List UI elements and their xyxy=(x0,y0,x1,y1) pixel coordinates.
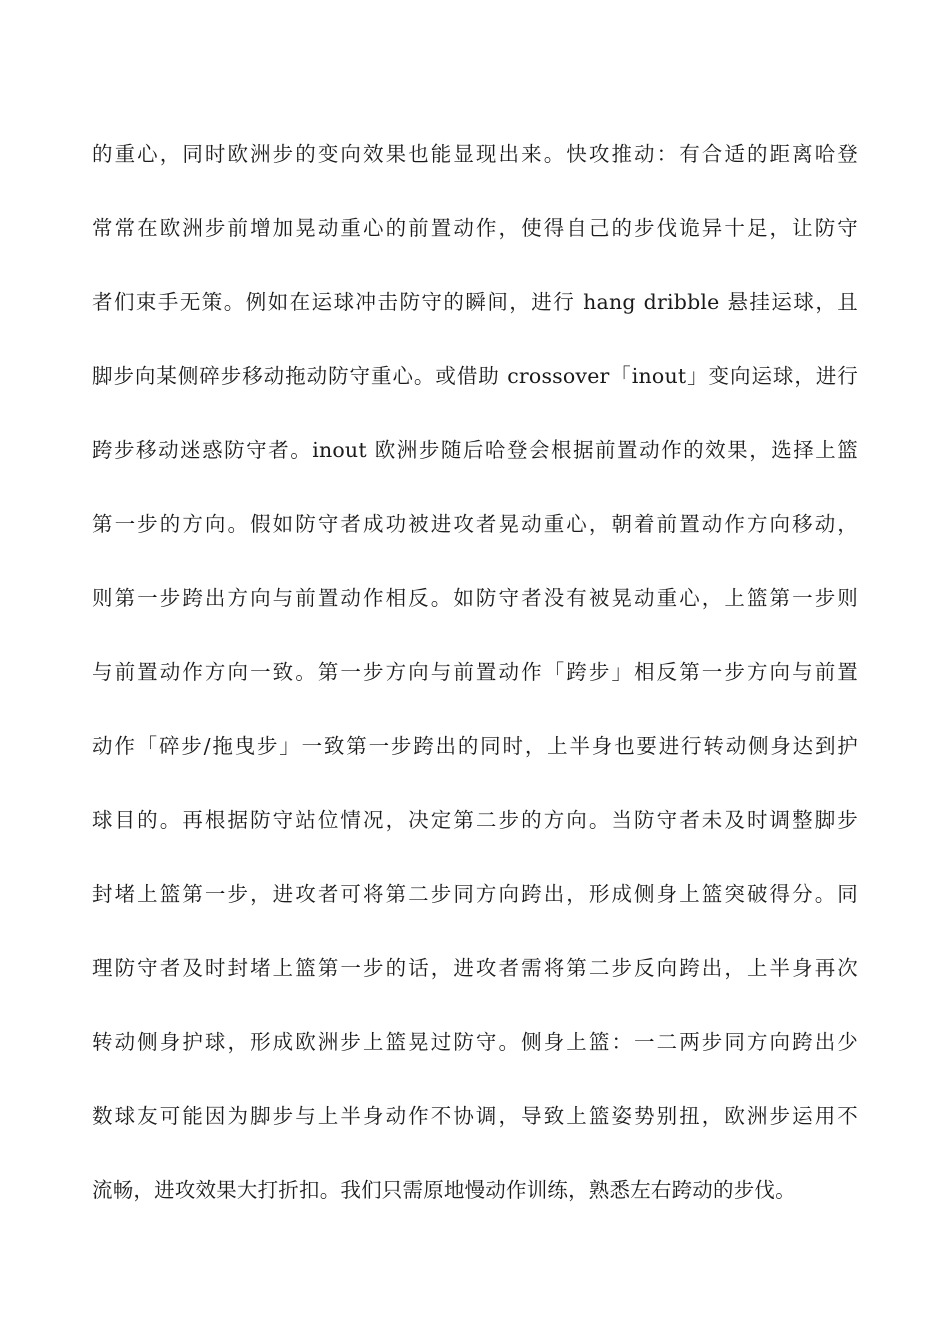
text-line: 与前置动作方向一致。第一步方向与前置动作「跨步」相反第一步方向与前置 xyxy=(92,660,858,684)
text-line: 脚步向某侧碎步移动拖动防守重心。或借助 crossover「inout」变向运球，进行 xyxy=(92,364,858,388)
text-line: 者们束手无策。例如在运球冲击防守的瞬间，进行 hang dribble 悬挂运球，且 xyxy=(92,290,858,314)
text-line: 转动侧身护球，形成欧洲步上篮晃过防守。侧身上篮：一二两步同方向跨出少 xyxy=(92,1030,858,1054)
text-line: 第一步的方向。假如防守者成功被进攻者晃动重心，朝着前置动作方向移动， xyxy=(92,512,858,536)
text-line: 的重心，同时欧洲步的变向效果也能显现出来。快攻推动：有合适的距离哈登 xyxy=(92,142,858,166)
text-line: 球目的。再根据防守站位情况，决定第二步的方向。当防守者未及时调整脚步 xyxy=(92,808,858,832)
body-paragraph xyxy=(92,132,858,1242)
text-line: 则第一步跨出方向与前置动作相反。如防守者没有被晃动重心，上篮第一步则 xyxy=(92,586,858,610)
text-line: 理防守者及时封堵上篮第一步的话，进攻者需将第二步反向跨出，上半身再次 xyxy=(92,956,858,980)
text-line: 流畅，进攻效果大打折扣。我们只需原地慢动作训练，熟悉左右跨动的步伐。 xyxy=(92,1178,796,1202)
text-line: 动作「碎步/拖曳步」一致第一步跨出的同时，上半身也要进行转动侧身达到护 xyxy=(92,734,858,758)
text-line: 封堵上篮第一步，进攻者可将第二步同方向跨出，形成侧身上篮突破得分。同 xyxy=(92,882,858,906)
text-line: 跨步移动迷惑防守者。inout 欧洲步随后哈登会根据前置动作的效果，选择上篮 xyxy=(92,438,858,462)
text-line: 数球友可能因为脚步与上半身动作不协调，导致上篮姿势别扭，欧洲步运用不 xyxy=(92,1104,858,1128)
text-line: 常常在欧洲步前增加晃动重心的前置动作，使得自己的步伐诡异十足，让防守 xyxy=(92,216,858,240)
